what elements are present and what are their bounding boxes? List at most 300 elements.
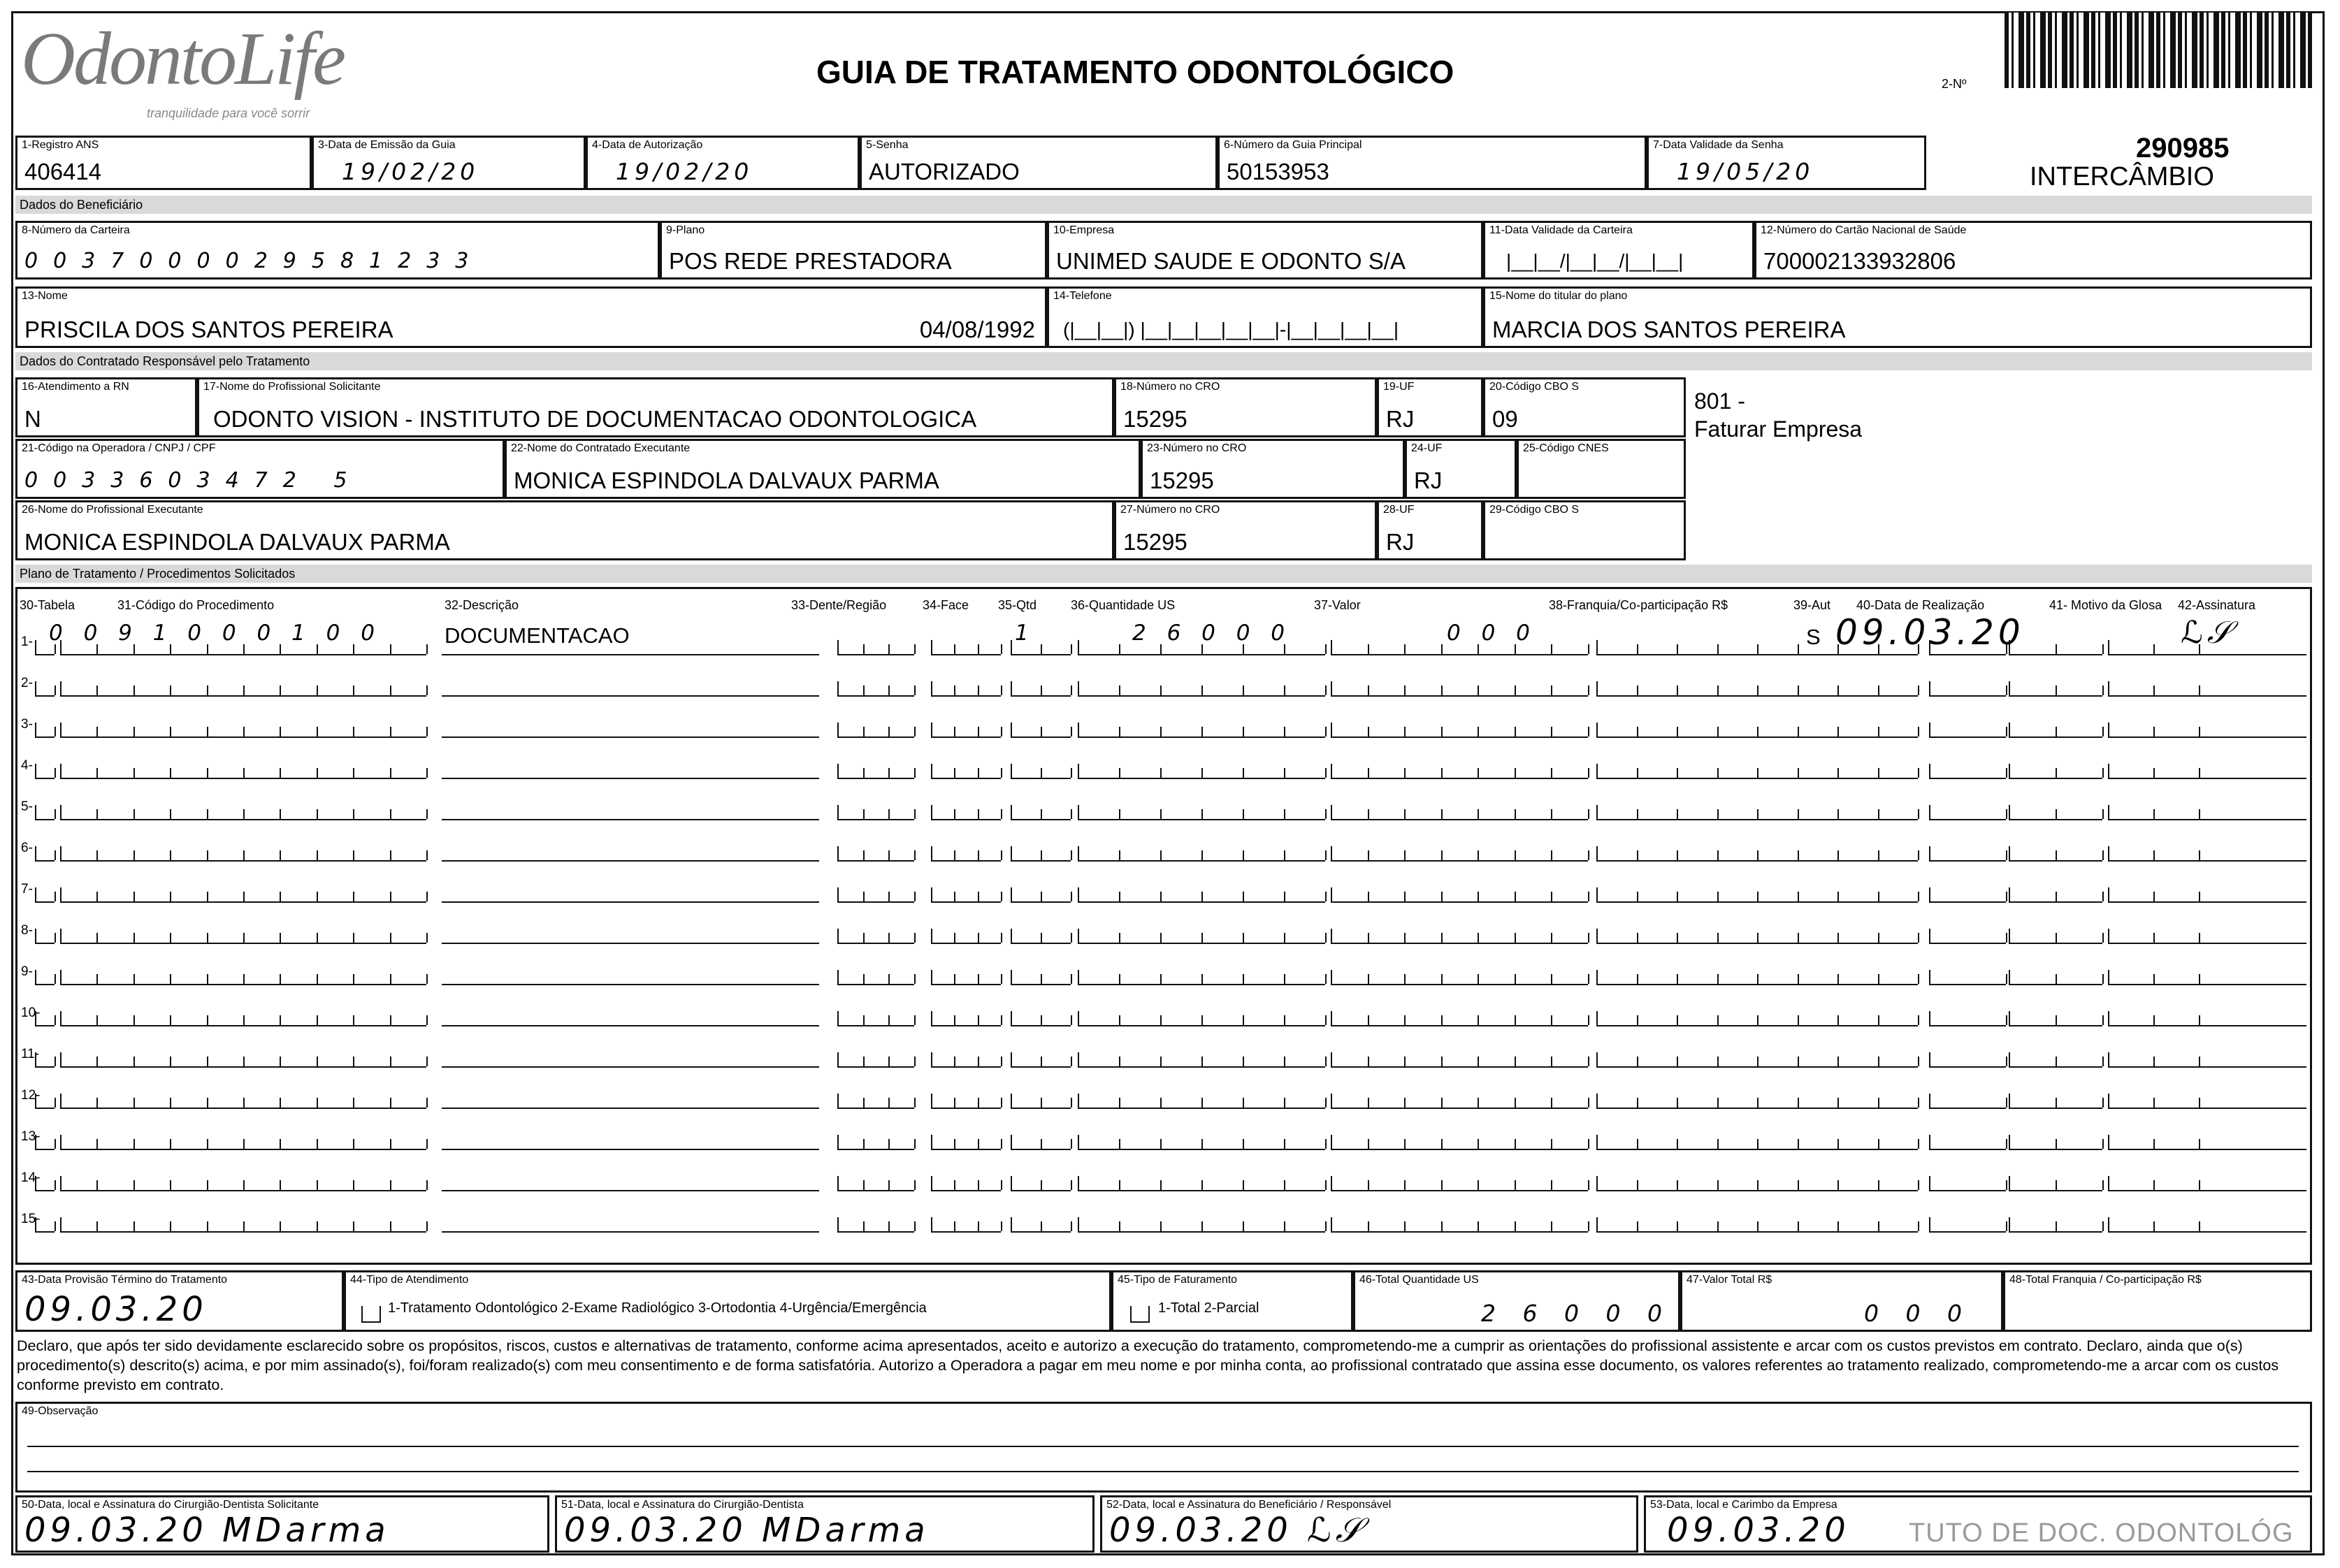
cell-tick <box>1119 1015 1120 1025</box>
tipo-atendimento-options[interactable]: 1-Tratamento Odontológico 2-Exame Radiológico 3-Ortodontia 4-Urgência/Emergência <box>388 1300 927 1316</box>
cell-tick <box>1404 892 1406 901</box>
cell-tick <box>1677 685 1678 695</box>
cell-tick <box>1119 768 1120 778</box>
cell-tick <box>1717 1057 1719 1066</box>
cell-tick <box>390 685 391 695</box>
cell-tick <box>1368 809 1369 819</box>
cell-tick <box>1798 933 1799 943</box>
cell-tick <box>978 1098 979 1108</box>
field-validade-carteira: 11-Data Validade da Carteira |__|__/|__|__/|__|__| <box>1483 221 1754 280</box>
procedure-cell[interactable] <box>931 640 1001 655</box>
procedure-row-number: 2- <box>21 676 33 690</box>
validade-senha-value[interactable]: 19/05/20 <box>1677 158 1814 185</box>
procedure-cell[interactable] <box>931 887 1001 903</box>
field-cnes: 25-Código CNES <box>1517 439 1686 499</box>
cell-tick <box>1677 1098 1678 1108</box>
valor-total-value[interactable]: 0 0 0 <box>1864 1300 1972 1327</box>
cell-tick <box>1798 768 1799 778</box>
cell-tick <box>1001 1057 1002 1066</box>
cell-tick <box>978 974 979 984</box>
cell-tick <box>1325 644 1327 654</box>
data-emissao-value[interactable]: 19/02/20 <box>342 158 479 185</box>
cell-tick <box>954 1015 955 1025</box>
cell-tick <box>1041 1180 1042 1190</box>
cell-tick <box>390 974 391 984</box>
cbo-solicitante-value[interactable]: 09 <box>1492 406 1518 432</box>
cell-tick <box>1637 727 1638 736</box>
cell-tick <box>1071 933 1072 943</box>
cell-tick <box>1368 1015 1369 1025</box>
cell-tick <box>1368 933 1369 943</box>
cell-tick <box>1551 809 1552 819</box>
cell-tick <box>1041 974 1042 984</box>
procedure-cell[interactable] <box>931 1217 1001 1233</box>
cell-tick <box>390 727 391 736</box>
cell-tick <box>863 933 865 943</box>
cell-tick <box>863 1015 865 1025</box>
uf-prof-value[interactable]: RJ <box>1386 529 1415 555</box>
cell-tick <box>1071 850 1072 860</box>
row1-qtd[interactable]: 1 <box>1015 620 1033 646</box>
cell-tick <box>2102 1098 2104 1108</box>
field-uf-solicitante: 19-UF RJ <box>1377 377 1483 437</box>
procedure-cell[interactable] <box>837 764 914 779</box>
cell-tick <box>1677 850 1678 860</box>
cell-tick <box>1071 1057 1072 1066</box>
procedure-cell[interactable] <box>837 1011 914 1026</box>
cell-tick <box>863 644 865 654</box>
cell-tick <box>390 809 391 819</box>
row1-quantidade-us[interactable]: 2 6 0 0 0 <box>1132 620 1292 646</box>
cell-tick <box>1677 1015 1678 1025</box>
executante-value[interactable]: MONICA ESPINDOLA DALVAUX PARMA <box>514 467 939 493</box>
note-code: 801 - <box>1694 389 1745 414</box>
section-contratado: Dados do Contratado Responsável pelo Tratamento <box>15 352 2312 370</box>
signature-solicitante-value[interactable]: 09.03.20 MDarma <box>24 1511 390 1550</box>
procedure-cell[interactable] <box>837 805 914 820</box>
field-tipo-faturamento: 45-Tipo de Faturamento 1-Total 2-Parcial <box>1111 1270 1353 1332</box>
cell-tick <box>978 1139 979 1149</box>
cell-tick <box>1677 974 1678 984</box>
cell-tick <box>1041 1057 1042 1066</box>
cell-tick <box>1001 809 1002 819</box>
cell-tick <box>2153 1221 2155 1231</box>
col-dente: 33-Dente/Região <box>791 598 887 612</box>
cell-tick <box>1001 685 1002 695</box>
cell-tick <box>1717 933 1719 943</box>
cell-tick <box>1551 727 1552 736</box>
cell-tick <box>1717 1139 1719 1149</box>
procedure-row-number: 3- <box>21 717 33 732</box>
cell-tick <box>1001 933 1002 943</box>
cell-tick <box>978 1180 979 1190</box>
cell-tick <box>1041 644 1042 654</box>
cell-tick <box>914 644 916 654</box>
cell-tick <box>1717 809 1719 819</box>
prof-executante-value[interactable]: MONICA ESPINDOLA DALVAUX PARMA <box>24 529 450 555</box>
procedure-row-number: 15- <box>21 1212 41 1226</box>
cell-tick <box>2102 1180 2104 1190</box>
cro-prof-value[interactable]: 15295 <box>1123 529 1187 555</box>
cell-tick <box>2056 850 2057 860</box>
procedure-row-number: 10- <box>21 1006 41 1020</box>
cell-tick <box>1798 809 1799 819</box>
col-valor: 37-Valor <box>1314 598 1361 612</box>
observacao-line-2 <box>27 1471 2299 1472</box>
cell-tick <box>1001 1139 1002 1149</box>
logo-tagline: tranquilidade para você sorrir <box>147 106 310 120</box>
cell-tick <box>1071 727 1072 736</box>
observacao-line-1 <box>27 1446 2299 1447</box>
field-cro-solicitante: 18-Número no CRO 15295 <box>1114 377 1377 437</box>
procedure-cell[interactable] <box>931 723 1001 738</box>
cell-tick <box>954 892 955 901</box>
cell-tick <box>978 850 979 860</box>
procedure-cell[interactable] <box>931 970 1001 985</box>
cell-tick <box>914 809 916 819</box>
uf-solicitante-value[interactable]: RJ <box>1386 406 1415 432</box>
procedure-cell[interactable] <box>931 1176 1001 1191</box>
cell-tick <box>390 1057 391 1066</box>
cell-tick <box>1001 1098 1002 1108</box>
cell-tick <box>2102 850 2104 860</box>
cell-tick <box>978 685 979 695</box>
cell-tick <box>1368 768 1369 778</box>
cell-tick <box>1325 892 1327 901</box>
cell-tick <box>1588 892 1589 901</box>
cell-tick <box>954 809 955 819</box>
cell-tick <box>1001 768 1002 778</box>
cell-tick <box>978 768 979 778</box>
procedure-cell[interactable] <box>931 1011 1001 1026</box>
cell-tick <box>1757 727 1758 736</box>
cell-tick <box>1441 727 1443 736</box>
nome-value[interactable]: PRISCILA DOS SANTOS PEREIRA <box>24 317 393 342</box>
cell-tick <box>914 974 916 984</box>
logo <box>21 17 345 120</box>
field-termino: 43-Data Provisão Término do Tratamento 09.03.20 <box>15 1270 344 1332</box>
cell-tick <box>1441 685 1443 695</box>
cell-tick <box>1551 1015 1552 1025</box>
cell-tick <box>1798 892 1799 901</box>
signature-empresa-value[interactable]: 09.03.20 <box>1667 1511 1850 1550</box>
cell-tick <box>1677 727 1678 736</box>
cell-tick <box>1637 1139 1638 1149</box>
cell-tick <box>1119 1057 1120 1066</box>
procedure-cell[interactable] <box>931 764 1001 779</box>
cell-tick <box>1119 644 1120 654</box>
field-data-emissao: 3-Data de Emissão da Guia 19/02/20 <box>312 136 586 190</box>
cell-tick <box>1119 933 1120 943</box>
procedure-cell[interactable] <box>837 1094 914 1109</box>
procedure-row-number: 13- <box>21 1129 41 1144</box>
procedure-cell[interactable] <box>837 1135 914 1150</box>
cell-tick <box>1588 1057 1589 1066</box>
cell-tick <box>954 933 955 943</box>
cell-tick <box>1551 644 1552 654</box>
cell-tick <box>2153 1098 2155 1108</box>
total-qtd-us-value[interactable]: 2 6 0 0 0 <box>1481 1300 1672 1327</box>
nascimento-value[interactable]: 04/08/1992 <box>919 317 1035 342</box>
cell-tick <box>2102 1015 2104 1025</box>
cell-tick <box>914 1221 916 1231</box>
cell-tick <box>1798 850 1799 860</box>
procedure-cell[interactable] <box>931 846 1001 862</box>
field-cbo-solicitante: 20-Código CBO S 09 <box>1483 377 1686 437</box>
cell-tick <box>1325 933 1327 943</box>
field-validade-senha: 7-Data Validade da Senha 19/05/20 <box>1647 136 1926 190</box>
field-prof-solicitante: 17-Nome do Profissional Solicitante ODONTO VISION - INSTITUTO DE DOCUMENTACAO ODONTOLOGICA <box>197 377 1114 437</box>
cell-tick <box>914 685 916 695</box>
cell-tick <box>1368 1057 1369 1066</box>
cell-tick <box>426 1139 428 1149</box>
field-data-autorizacao: 4-Data de Autorização 19/02/20 <box>586 136 860 190</box>
field-empresa: 10-Empresa UNIMED SAUDE E ODONTO S/A <box>1047 221 1483 280</box>
cell-tick <box>888 644 890 654</box>
cell-tick <box>2056 1180 2057 1190</box>
procedure-cell[interactable] <box>931 1135 1001 1150</box>
cell-tick <box>1588 1098 1589 1108</box>
procedure-cell[interactable] <box>837 970 914 985</box>
cell-tick <box>1001 974 1002 984</box>
cell-tick <box>863 727 865 736</box>
cell-tick <box>1757 1180 1758 1190</box>
cell-tick <box>1637 809 1638 819</box>
section-plano: Plano de Tratamento / Procedimentos Solicitados <box>15 565 2312 583</box>
field-uf-executante: 24-UF RJ <box>1405 439 1517 499</box>
cell-tick <box>1071 768 1072 778</box>
cell-tick <box>1757 892 1758 901</box>
procedure-cell[interactable] <box>931 805 1001 820</box>
cell-tick <box>390 933 391 943</box>
cell-tick <box>390 1139 391 1149</box>
field-cro-executante: 23-Número no CRO 15295 <box>1141 439 1405 499</box>
cell-tick <box>1637 850 1638 860</box>
cell-tick <box>1441 1015 1443 1025</box>
col-motivo-glosa: 41- Motivo da Glosa <box>2049 598 2162 612</box>
col-franquia: 38-Franquia/Co-participação R$ <box>1549 598 1728 612</box>
cell-tick <box>1001 1180 1002 1190</box>
cell-tick <box>2153 768 2155 778</box>
cell-tick <box>1677 892 1678 901</box>
field-valor-total: 47-Valor Total R$ 0 0 0 <box>1680 1270 2003 1332</box>
cell-tick <box>2056 892 2057 901</box>
cell-tick <box>1717 768 1719 778</box>
cell-tick <box>888 1139 890 1149</box>
cell-tick <box>1677 933 1678 943</box>
uf-executante-value[interactable]: RJ <box>1414 467 1443 493</box>
senha-value[interactable]: AUTORIZADO <box>869 159 1020 184</box>
procedure-cell[interactable] <box>837 723 914 738</box>
procedure-cell[interactable] <box>931 1094 1001 1109</box>
cell-tick <box>1588 1015 1589 1025</box>
cell-tick <box>1404 850 1406 860</box>
signature-beneficiario-value[interactable]: 09.03.20 ℒ𝒮 <box>1109 1511 1366 1550</box>
procedure-cell[interactable] <box>931 681 1001 697</box>
validade-carteira-value[interactable]: |__|__/|__|__/|__|__| <box>1506 250 1684 272</box>
cell-tick <box>863 1180 865 1190</box>
col-assinatura: 42-Assinatura <box>2178 598 2256 612</box>
prof-solicitante-value[interactable]: ODONTO VISION - INSTITUTO DE DOCUMENTACAO ODONTOLOGICA <box>213 406 977 432</box>
cell-tick <box>1588 974 1589 984</box>
cell-tick <box>2056 1221 2057 1231</box>
cell-tick <box>888 1015 890 1025</box>
cell-tick <box>1041 1139 1042 1149</box>
termino-value[interactable]: 09.03.20 <box>24 1290 208 1329</box>
data-autorizacao-value[interactable]: 19/02/20 <box>616 158 753 185</box>
cell-tick <box>1588 933 1589 943</box>
procedure-cell[interactable] <box>837 1176 914 1191</box>
atendimento-rn-value[interactable]: N <box>24 406 41 432</box>
guide-number-label: 2-Nº <box>1942 77 1967 91</box>
cell-tick <box>1441 1180 1443 1190</box>
cell-tick <box>1551 1057 1552 1066</box>
procedure-row-number: 4- <box>21 758 33 773</box>
cell-tick <box>1001 1221 1002 1231</box>
field-tipo-atendimento: 44-Tipo de Atendimento 1-Tratamento Odontológico 2-Exame Radiológico 3-Ortodontia 4-Urgência/Emergência <box>344 1270 1111 1332</box>
cell-tick <box>1757 850 1758 860</box>
carteira-value[interactable]: 0037000029581233 <box>24 249 484 273</box>
cell-tick <box>914 1180 916 1190</box>
row1-assinatura[interactable]: ℒ𝒮 <box>2181 615 2235 651</box>
cell-tick <box>1404 685 1406 695</box>
cell-tick <box>1071 1180 1072 1190</box>
cell-tick <box>2153 892 2155 901</box>
cell-tick <box>1677 1139 1678 1149</box>
cell-tick <box>1717 892 1719 901</box>
cell-tick <box>863 1057 865 1066</box>
row1-codigo[interactable]: 0 0 9 1 0 0 0 1 0 0 <box>49 620 382 646</box>
cell-tick <box>1325 850 1327 860</box>
signature-dentista-value[interactable]: 09.03.20 MDarma <box>564 1511 930 1550</box>
cell-tick <box>1441 809 1443 819</box>
cell-tick <box>1071 1139 1072 1149</box>
row1-aut[interactable]: S <box>1806 625 1821 649</box>
cell-tick <box>1404 644 1406 654</box>
cell-tick <box>1717 850 1719 860</box>
cell-tick <box>1325 1221 1327 1231</box>
cell-tick <box>426 644 428 654</box>
cell-tick <box>1119 1180 1120 1190</box>
cell-tick <box>1637 1098 1638 1108</box>
cell-tick <box>2056 809 2057 819</box>
cell-tick <box>1677 1221 1678 1231</box>
procedure-cell[interactable] <box>837 1052 914 1068</box>
procedure-row-number: 1- <box>21 634 33 649</box>
col-tabela: 30-Tabela <box>20 598 75 612</box>
cns-value[interactable]: 700002133932806 <box>1763 248 1956 274</box>
cell-tick <box>914 768 916 778</box>
cell-tick <box>1119 1098 1120 1108</box>
tipo-atendimento-checkbox[interactable] <box>361 1306 381 1323</box>
procedure-cell[interactable] <box>837 681 914 697</box>
cell-tick <box>1368 727 1369 736</box>
cell-tick <box>1551 1221 1552 1231</box>
row1-franquia[interactable]: 0 0 0 <box>1447 620 1537 646</box>
cell-tick <box>1119 685 1120 695</box>
cro-executante-value[interactable]: 15295 <box>1150 467 1214 493</box>
cell-tick <box>1757 933 1758 943</box>
cell-tick <box>1717 727 1719 736</box>
cell-tick <box>2153 1057 2155 1066</box>
cell-tick <box>1325 809 1327 819</box>
titular-value[interactable]: MARCIA DOS SANTOS PEREIRA <box>1492 317 1846 342</box>
tipo-faturamento-checkbox[interactable] <box>1130 1306 1150 1323</box>
cell-tick <box>888 685 890 695</box>
empresa-value[interactable]: UNIMED SAUDE E ODONTO S/A <box>1056 248 1406 274</box>
cell-tick <box>1441 933 1443 943</box>
cell-tick <box>1441 1098 1443 1108</box>
cell-tick <box>1441 644 1443 654</box>
field-cro-prof: 27-Número no CRO 15295 <box>1114 500 1377 560</box>
cell-tick <box>2102 1139 2104 1149</box>
cell-tick <box>2102 974 2104 984</box>
cell-tick <box>1798 1180 1799 1190</box>
cell-tick <box>888 768 890 778</box>
cell-tick <box>426 768 428 778</box>
registro-ans-value[interactable]: 406414 <box>24 159 102 184</box>
cell-tick <box>1798 685 1799 695</box>
procedure-cell[interactable] <box>837 1217 914 1233</box>
cell-tick <box>1677 768 1678 778</box>
cell-tick <box>1119 974 1120 984</box>
cell-tick <box>1041 768 1042 778</box>
row1-data-realizacao[interactable]: 09.03.20 <box>1835 612 2025 653</box>
signature-solicitante: 50-Data, local e Assinatura do Cirurgião-Dentista Solicitante 09.03.20 MDarma <box>15 1495 549 1553</box>
cell-tick <box>426 933 428 943</box>
cell-tick <box>2102 1057 2104 1066</box>
cell-tick <box>2102 768 2104 778</box>
cell-tick <box>1404 974 1406 984</box>
field-senha: 5-Senha AUTORIZADO <box>860 136 1218 190</box>
cell-tick <box>1677 1180 1678 1190</box>
cell-tick <box>1001 850 1002 860</box>
procedure-row-number: 9- <box>21 964 33 979</box>
cell-tick <box>1637 1015 1638 1025</box>
cell-tick <box>1441 892 1443 901</box>
cell-tick <box>1325 685 1327 695</box>
procedure-cell[interactable] <box>837 929 914 944</box>
plano-value[interactable]: POS REDE PRESTADORA <box>669 248 952 274</box>
cell-tick <box>1588 809 1589 819</box>
cell-tick <box>1798 1221 1799 1231</box>
cell-tick <box>2153 1015 2155 1025</box>
cell-tick <box>1637 685 1638 695</box>
procedure-cell[interactable] <box>837 846 914 862</box>
cell-tick <box>914 850 916 860</box>
telefone-value[interactable]: (|__|__|) |__|__|__|__|__|-|__|__|__|__| <box>1063 319 1399 340</box>
field-observacao: 49-Observação <box>15 1402 2312 1493</box>
tipo-faturamento-options[interactable]: 1-Total 2-Parcial <box>1158 1300 1259 1316</box>
procedure-cell[interactable] <box>837 887 914 903</box>
cnpj-value[interactable]: 0033603472 5 <box>24 468 363 493</box>
procedure-cell[interactable] <box>837 640 914 655</box>
cell-tick <box>1588 644 1589 654</box>
cell-tick <box>426 1015 428 1025</box>
cell-tick <box>2102 727 2104 736</box>
field-atendimento-rn: 16-Atendimento a RN N <box>15 377 197 437</box>
procedure-cell[interactable] <box>931 929 1001 944</box>
cell-tick <box>1071 974 1072 984</box>
cell-tick <box>390 892 391 901</box>
cro-solicitante-value[interactable]: 15295 <box>1123 406 1187 432</box>
procedure-row-number: 6- <box>21 841 33 855</box>
guia-principal-value[interactable]: 50153953 <box>1227 159 1329 184</box>
row1-descricao[interactable]: DOCUMENTACAO <box>445 623 630 648</box>
procedure-cell[interactable] <box>931 1052 1001 1068</box>
cell-tick <box>888 974 890 984</box>
cell-tick <box>954 685 955 695</box>
